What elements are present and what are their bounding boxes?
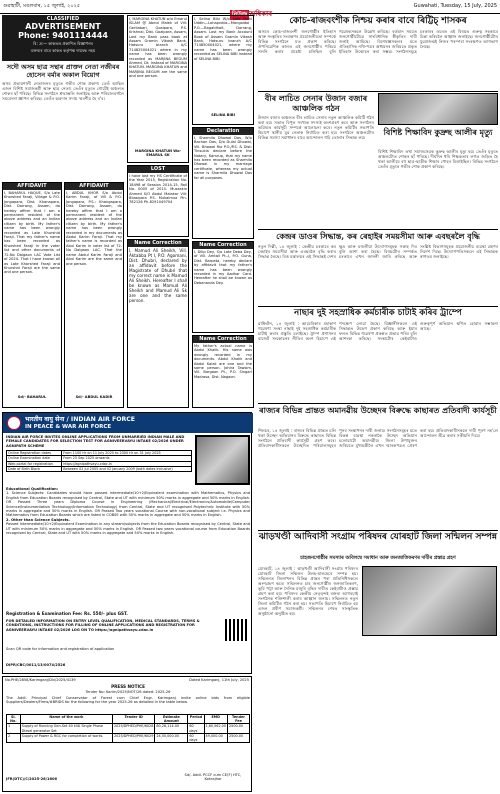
news-photo: [378, 93, 498, 125]
column-header: Tender Fee: [228, 715, 250, 724]
tender-body: The Addl. Principal Chief Conservator of Forest cum Chief Engr. Karimganj invite online bids from eligible Suppliers/Dealers/Firms/#BRIDS for the following for the year 2025-26 as detailed in the table below.: [6, 696, 250, 705]
airforce-photo: [195, 435, 250, 485]
logo-part2: অধিকাৰ: [249, 10, 273, 18]
notice-body: I, Sharmila Dhowal Das, W/o Bachan Das, D/o Dulal Dhowal, Vill. Bhowal Rio P.O./P.S. & Dist: Tinsukia declare before the Notary, Kamrup, that my name has been recorded as Sharmila Dhowal in my marriage certificate, whereas my actual name is Sharmila Dhowal Das for all purposes.: [194, 136, 252, 180]
obituary-body: অসম প্ৰভাৱশালী নেতাজনৰ মৃত্যুত গভীৰ শোক প্ৰকাশ। তেওঁ আছিল এজন বিশিষ্ট সমাজকৰ্মী আৰু ছাত্ৰ নেতা। তেওঁৰ মৃত্যুত গোটেই অঞ্চলত শোকৰ ছাঁ পৰিছে। বিভিন্ন সংগঠনে শ্ৰদ্ধাঞ্জলি জনাইছে আৰু পৰিয়ালবৰ্গলৈ সমবেদনা জ্ঞাপন কৰিছে। তেওঁৰ অৱদান সদায় স্মৰণীয় হৈ ৰ'ব।: [2, 81, 124, 101]
airforce-header: [3, 413, 253, 433]
airforce-schedule-table: [6, 450, 192, 472]
lost-bank-notice: [192, 15, 254, 125]
table-cell: Date of Birth Block: [7, 466, 62, 471]
name-correction-notice: [192, 241, 254, 333]
table-row: [7, 733, 250, 742]
news-article: ৱাশ্বিংটন, ১৪ জুলাই : আমেৰিকাৰ মহাকাশ গৱেষণা সংস্থা নাছাই দুই সহস্ৰাধিক কৰ্মচাৰীক চাটাই কৰাৰ প্ৰস্তুতি চলাইছে। ট্ৰাম্প প্ৰশাসনৰ বাজেট সংকোচনৰ নীতিৰ অংশ হিচাপে এই পদক্ষেপ লোৱা হৈছে। বিজ্ঞানীসকলে এই সিদ্ধান্তত উদ্বেগ প্ৰকাশ কৰিছে আৰু ইয়াৰ ফলত বিভিন্ন গৱেষণা প্ৰকল্পত প্ৰভাৱ পৰিব বুলি আশংকা কৰিছে। সংস্থাটোৰ কেইবাটাও গুৰুত্বপূৰ্ণ অভিযান স্থগিত হোৱাৰ সম্ভাৱনা আছে।: [258, 321, 498, 341]
affidavit-sign: Sd/- BAHARUL: [17, 395, 47, 399]
table-cell: Supply of Running Gen-Set 40 kVA Single Phase Diesel generator Set: [20, 724, 112, 733]
table-cell: 1: [7, 724, 21, 733]
divider: [258, 306, 498, 307]
tender-date: Dated Karimganj, 11th July, 2025: [189, 678, 249, 682]
dipr-code: DIPR/CBC/0011/13/0074/2526: [6, 663, 66, 667]
logo-part1: নিউজ: [231, 11, 248, 18]
affidavit-title: AFFIDAVIT: [3, 183, 61, 190]
column-header: Tender ID: [112, 715, 154, 724]
table-cell: Supply of Power & RGC for completion of works.: [20, 733, 112, 742]
notice-body: I, Dilip Dey, S/o Late Deba Dey, of Vill. Amtali Pt.-I, P.O. Guna, Dist. Barpeta, hereby declare by affidavit that my father's name has been wrongly recorded in my Aadhar Card. Hereafter he shall be known as Debananda Dey.: [194, 250, 252, 285]
notice-body: I, Mamud Ali Sheikh, Vill. Aktabba Pt I, P.O. Agomani, Dist. Dhubri, declared by an affidavit before the Magistrate of Dhubri that my correct name is Mamud Ali Sheikh. Hereafter I shall be known as Mamud Ali Sheikh and Mamud Ali Sk are one and the same person.: [129, 248, 187, 303]
table-header-row: [7, 715, 250, 724]
notice-body: My father's actual name is Abdul Khalik. His name was wrongly recorded in my documents. Abdul Khalik and Abdul Kalak are one and the same person. Johira Tawsim, Vill. Bargaon Pt., P.O. Singari Madrasa, Dist. Nagaon.: [194, 344, 252, 379]
news-article: নতুন দিল্লী, ১৪ জুলাই : কেন্দ্ৰীয় চৰকাৰে কৰ ৰেহাইৰ সময়সীমা আৰু এবছৰলৈ বৃদ্ধি কৰাৰ সিদ্ধান্ত লৈছে। বিত্ত মন্ত্ৰালয়ৰ এই সিদ্ধান্তই দেশৰ ক্ষুদ্ৰ আৰু মজলীয়া উদ্যোগসমূহক সকাহ দিব বুলি আশা কৰা হৈছে। বিষয়টোৰ সম্পৰ্কত চৰকাৰে এখন জাননী জাৰি কৰিছে আৰু সংশ্লিষ্ট বিভাগসমূহক প্ৰয়োজনীয় ব্যৱস্থা গ্ৰহণৰ নিৰ্দেশ দিছে। উদ্যোগপতিসকলে এই সিদ্ধান্তক স্বাগতম জনাইছে।: [258, 244, 498, 259]
notice-title: Declaration: [193, 128, 253, 135]
news-article: যোৰহাট, ১৪ জুলাই : ঝাড়খণ্ডী আদিবাসী সংগ্ৰাম পৰিষদৰ যোৰহাট জিলা সন্মিলন উলহ-মালহেৰে সম্পন্ন হয়। সন্মিলনত জিলাখনৰ বিভিন্ন প্ৰান্তৰ পৰা প্ৰতিনিধিসকলে অংশগ্ৰহণ কৰে। সন্মিলনত চাহ জনগোষ্ঠীৰ জনজাতিকৰণ, ভূমি পট্টা আৰু দৈনিক মজুৰি বৃদ্ধিৰ দাবীত কেইবাটাও প্ৰস্তাৱ গ্ৰহণ কৰা হয়। পৰিষদৰ কেন্দ্ৰীয় নেতৃবৃন্দই বক্তব্য আগবঢ়াই সংগঠনক শক্তিশালী কৰাৰ আহ্বান জনায়। সন্মিলনত নতুন জিলা কমিটিও গঠন কৰা হয়। সভাপতি হিচাপে নিৰ্বাচিত হয় এজন প্ৰবীণ সমাজকৰ্মী। সন্মিলনৰ শেষত সাংস্কৃতিক অনুষ্ঠানো অনুষ্ঠিত হয়।: [258, 566, 358, 616]
notice-title: Name Correction: [128, 240, 188, 247]
notice-title: Name Correction: [193, 242, 253, 249]
qr-instruction: Scan QR code for information and registration of application: [6, 647, 115, 651]
airforce-subtitle: IN PEACE & WAR AIR FORCE: [25, 424, 112, 430]
affidavit-sign: Sd/- ABDUL KADIR: [75, 395, 113, 399]
table-cell: Online Examination date: [7, 456, 62, 461]
qualification-body: 1. Science Subjects: Candidates should have passed Intermediate/10+2/Equivalent examination with Mathematics, Physics and English from Education Boards recognised by Central, State and UT with minimum 50% marks in aggregate and 50% marks in English. OR Passed Three years Diploma Course in Engineering (Mechanical/Electrical/Electronics/Automobile/Computer Science/Instrumentation Technology/Information Technology) from Central, State and UT recognised Polytechnic Institute with 50% marks in aggregate and 50% marks in English. OR Passed Two years vocational Course with non-vocational subject i.e. Physics and Mathematics from Education Boards which are listed in COBSE with 50% marks in aggregate and 50% marks in English.: [6, 491, 250, 518]
notice-body: I have lost my HS Certificate of the Year 2015, Registration No. 18498 of Session 2014-15, Roll No. 0005 of 2015. Muzzakin Ahmed S/O Abdul Malakar Vill: Bilasipara P.S. Mukalmua Pin-782126 Ph-8291049704: [129, 174, 187, 205]
affidavit-2: [64, 182, 124, 408]
table-cell: From 25 Sep 2025 onwards: [62, 456, 192, 461]
declaration-notice: [192, 127, 254, 239]
divider: [258, 403, 498, 404]
notice-sign: SELINA BIBI: [211, 113, 235, 117]
lost-certificate-notice: [127, 165, 189, 237]
news-headline: নাছাৰ দুই সহস্ৰাধিক কৰ্মচাৰীক চাটাই কৰিব ট্ৰাম্পে: [294, 308, 462, 318]
table-row: [7, 724, 250, 733]
tender-sub: Tender No: Karim/2025/NOT/26 dated: 2025-26: [85, 690, 171, 694]
column-header: Period: [188, 715, 204, 724]
airforce-image: [196, 436, 249, 484]
obituary-headline: সদৌ অসম ছাত্ৰ সন্থাৰ প্ৰাক্তন নেতা নজীবৰ হোসেন বৰ্মাৰ অকাল বিয়োগ: [6, 63, 120, 79]
classified-note-1: বি: দ্র:— কাকতত প্ৰকাশিত বিজ্ঞাপনৰ: [33, 41, 93, 46]
news-headline: বিশিষ্ট শিক্ষাবিদ কুদ্ৰুছ আলীৰ মৃত্যু: [383, 127, 493, 137]
name-correction-notice: [192, 335, 254, 408]
notice-title: Name Correction: [193, 336, 253, 343]
airforce-advertisement: [2, 412, 252, 674]
notice-title: LOST: [128, 166, 188, 173]
table-cell: Between 02 Jul 2005 and 02 January 2009 (both dates inclusive): [62, 466, 192, 471]
news-article: অসমৰ কোচ-ৰাজবংশী জনগোষ্ঠীৰ ইতিহাস আৰু সংস্কৃতিৰ সংৰক্ষণৰ প্ৰয়োজনীয়তা সম্পৰ্কে বিভিন্ন সংগঠনে মত প্ৰকাশ কৰিছে। ঔপনিৱেশিক কালত এই জনগোষ্ঠীৰ পৰিচয় সলনি কৰাৰ প্ৰচেষ্টা চলিছিল বুলি গৱেষকসকলে উল্লেখ কৰিছে। বৰ্তমান সময়ত জনগোষ্ঠীটোৱে সাংবিধানিক স্বীকৃতিৰ দাবী জনাই আহিছে। বিশেষজ্ঞসকলৰ মতে ঐতিহাসিক নথি-পত্ৰৰ অধ্যয়নৰ জৰিয়তে প্ৰকৃত ইতিহাস উন্মোচন কৰা সম্ভৱ। সংগঠনসমূহে চৰকাৰৰ ওচৰত এই বিষয়ত গুৰুত্ব সহকাৰে চিন্তা কৰিবলৈ আহ্বান জনাইছে। জনগোষ্ঠীটোৰ যুৱপ্ৰজন্মই নিজৰ পৰম্পৰা সংৰক্ষণত আগভাগ লৈছে।: [258, 29, 498, 54]
tender-footer-left: JFR(DTC)/C/2025-26/1606: [6, 777, 57, 781]
table-row: [7, 466, 192, 471]
divider: [258, 91, 498, 92]
table-cell: 2500.00: [228, 733, 250, 742]
masthead: [0, 0, 500, 18]
divider: [258, 530, 498, 531]
tender-footer-right: Sd/- Addl. PCCF cum CE(F) HTC, Kokrajhar: [184, 773, 242, 782]
classified-phone: Phone: 9401114444: [18, 31, 108, 40]
affidavit-title: AFFIDAVIT: [65, 183, 123, 190]
airforce-title: भारतीय वायु सेना / INDIAN AIR FORCE: [25, 416, 135, 423]
affidavit-body: I, BAHARUL HAQUE, S/o Late Khorshed Faraji, Village & P.O. Jongapara, Dist. Khanapara, Dist. Darrang, Assam, do hereby affirm that I am a permanent resident of the above address and an Indian citizen by birth. My father's name has been wrongly recorded as Late Khurshid Faraji. That my father's name has been recorded as Khorshed Faraji in the voter list and other documents of 72-No Dalgaon LAC Vote List of 2024. That I have known all as Late Khorshed Faraji and Khurshid Faraji are the same and one person.: [4, 191, 60, 275]
table-cell: 1,60,562.00: [204, 724, 228, 733]
news-headline: ৰাজ্যৰ বিভিন্ন প্ৰান্তত অমানৱীয় উচ্ছেদৰ বিৰুদ্ধে কাছাৰত প্ৰতিবাদী কাৰ্যসূচী: [259, 405, 497, 415]
classified-note-2: বক্তব্যৰ বাবে কাকত কৰ্তৃপক্ষ দায়বদ্ধ নহয়: [30, 48, 96, 53]
other-subjects-title: 2. Other than Science Subjects.: [6, 517, 70, 522]
table-cell: 60 days: [188, 733, 204, 742]
classified-label: CLASSIFIED: [46, 16, 80, 22]
classified-banner: [2, 15, 124, 61]
date-left: গুৱাহাটী, মঙলবাৰ, ১৫ জুলাই, ২০২৫: [3, 3, 81, 9]
column-header: EMD: [204, 715, 228, 724]
divider: [258, 229, 498, 230]
news-headline: ঝাড়খণ্ডী আদিবাসী সংগ্ৰাম পৰিষদৰ যোৰহাট জিলা সন্মিলন সম্পন্ন: [258, 532, 498, 542]
news-headline: কেন্দ্ৰৰ ডাওৰ সিদ্ধান্ত, কৰ ৰেহাইৰ সময়সীমা আৰু এবছৰলৈ বৃদ্ধি: [276, 231, 480, 241]
name-correction-notice: [127, 239, 189, 408]
tender-notice: [2, 676, 252, 792]
news-article: উজান বজাৰ অঞ্চলত বীৰ লাচিত সেনাৰ নতুন আঞ্চলিক কমিটি গঠন কৰা হয়। সভাত বিপুল সংখ্যক সদস্যই অংশগ্ৰহণ কৰে আৰু সংগঠনৰ ভৱিষ্যত কাৰ্যসূচী সম্পৰ্কে আলোচনা কৰে। নতুন কমিটিৰ সভাপতি হিচাপে স্থানীয় যুৱ নেতাক নিৰ্বাচিত কৰা হয়। সংগঠনে অঞ্চলটোৰ বিভিন্ন সমস্যা সমাধানৰ বাবে আন্দোলন গঢ়ি তোলাৰ সিদ্ধান্ত লয়।: [258, 115, 374, 140]
table-cell: Online Registration dates: [7, 451, 62, 456]
table-cell: 24,50,000.00: [155, 733, 188, 742]
news-subheadline: চাহজনগোষ্ঠীৰ সমস্যাৰ অবিলম্বে সমাধান আৰু জনজাতিকৰণৰ দাবীৰ প্ৰস্তাৱ গ্ৰহণ: [300, 556, 456, 561]
table-cell: 80,28,114.00: [155, 724, 188, 733]
newspaper-logo: [215, 1, 287, 18]
tender-title: PRESS NOTICE: [111, 684, 145, 689]
notice-body: I, MARGINA KHATUN w/o Emarul ISLAM @ Abdul Malek of Vill: Gerilabari, Goalpara, P.S. Krishnai, Dist. Goalpara, Assam, Lost my Bank pass book at Assam Gramin Vikash Bank, Hatsuru branch A/C 714825004021 where in my name has been wrongly recorded as MARJINA BEGUM Ahmed, Dt. Instead of MARGINA KHATUN. MARGINA KHATUN and MARJINA BEGUM are the same and one person.: [129, 17, 187, 79]
news-headline: কোচ-ৰাজবংশীক নিশ্চয় কৰাৰ বাবে ৰিট্টিচ্ শাসকৰ: [289, 16, 467, 26]
airforce-intro: INDIAN AIR FORCE INVITES ONLINE APPLICATIONS FROM UNMARRIED INDIAN MALE AND FEMALE CANDIDATES FOR SELECTION TEST FOR AGNIVEERVAYU INTAKE 02/2026 UNDER AGNIPATH SCHEME: [6, 435, 185, 448]
affidavit-1: [2, 182, 62, 408]
news-article: শিলচৰ, ১৪ জুলাই : ৰাজ্যৰ বিভিন্ন প্ৰান্তত চলি থকা উচ্ছেদ অভিযানৰ বিৰুদ্ধে কাছাৰত বিভিন্ন সংগঠনে প্ৰতিবাদী কাৰ্যসূচী গ্ৰহণ কৰে। প্ৰতিবাদকাৰীসকলে উচ্ছেদিত পৰিয়ালসমূহৰ পুনৰ সংস্থাপনৰ দাবী জনায়। সংগঠনসমূহৰ মতে বিকল্প ব্যৱস্থা নকৰাকৈ উচ্ছেদ অভিযান চলোৱাটো অমানৱীয়। জিলা উপায়ুক্তৰ জৰিয়তে মুখ্যমন্ত্ৰীলৈ এখন স্মাৰকপত্ৰও প্ৰেৰণ কৰা হয়। প্ৰতিবাদকাৰীসকলে দাবী পূৰণ নহ'লে আন্দোলন তীব্ৰ কৰাৰ সকীয়নি দিয়ে।: [258, 428, 498, 448]
table-cell: 2025/DPHED/PHE/6029: [112, 733, 154, 742]
table-cell: 60 days: [188, 724, 204, 733]
table-cell: 2500.00: [228, 724, 250, 733]
notice-sign: MARGINA KHATUN Wo-EMARUL SK: [134, 149, 182, 158]
qualification-title: Educational Qualification:: [6, 487, 59, 491]
table-cell: From 1100 Hr on 11 July 2025 to 2300 Hr on 31 July 2025: [62, 451, 192, 456]
detail-info: FOR DETAILED INFORMATION ON ENTRY LEVEL QUALIFICATION, MEDICAL STANDARDS, TERMS & CONDITIONS, INSTRUCTIONS FOR FILLING OF ONLINE APPLICATIONS AND REGISTRATION FOR AGNIVEERVAYU INTAKE 02/2026 LOG ON TO https://agnipathvayu.cdac.in: [6, 619, 200, 632]
table-cell: 2025/DPHED/PHE/6028: [112, 724, 154, 733]
table-cell: https://agnipathvayu.cdac.in: [62, 461, 192, 466]
qr-code-icon: [225, 619, 247, 641]
affidavit-body: I, ABDUL KHOR S/o Abdul Karim Faraji, of Vill & P.O. Jongapara, P.S.: Khangapara, Dist. Darrang, Assam, do hereby affirm that I am a permanent resident of the above address and an Indian citizen by birth. My father's name has been wrongly recorded in my documents as Abdul Karim Faraji. That my father's name is recorded as Abul Karim in voter list of 72-No Dalgaon LAC. That the name Abdul Karim Faraji and Abul Karim are the same and one person.: [66, 191, 122, 266]
table-cell: 49,000.00: [204, 733, 228, 742]
lost-notice-1: [127, 15, 189, 163]
airforce-emblem-icon: [7, 416, 21, 430]
classified-title: ADVERTISEMENT: [25, 22, 101, 31]
notice-body: I, Selina Bibi W/o Late Mahi Uddin—Lohaprotia—Mangoldoi P.O.—Bagaldhalt, Darrang, Assam. Lost my Bank Account Book of Assam Gramin Vikash Bank, Hatsuru branch A/C 714850004021, where my name has been wrongly recorded as SELINA BIBI instead of SELINA BIBI.: [194, 17, 252, 61]
date-right: Guwahati, Tuesday, 15 July, 2025: [413, 3, 497, 9]
news-photo: [362, 566, 497, 636]
tender-table: [6, 714, 250, 743]
other-subjects-body: Passed Intermediate/10+2/Equivalent Examination in any stream/subjects from the Education Boards recognised by Central, State and UT with minimum 50% marks in aggregate and 50% marks in English. OR Passed two years vocational course from Education Boards recognised by Central, State and UT with 50% marks in aggregate and 50% marks in English.: [6, 522, 250, 536]
news-article: বিশিষ্ট শিক্ষাবিদ তথা সমাজসেৱক কুদ্ৰুছ আলীৰ মৃত্যু হয়। তেওঁৰ মৃত্যুত অঞ্চলটোত শোকৰ ছাঁ পৰিছে। দীৰ্ঘদিন ধৰি শিক্ষকতাৰ লগত জড়িত হৈ থকা আলীয়ে বহু ছাত্ৰ-ছাত্ৰীক শিক্ষাৰ পোহৰ বিলাইছিল। বিভিন্ন সংগঠনে তেওঁৰ মৃত্যুত গভীৰ শোক প্ৰকাশ কৰিছে।: [378, 149, 498, 169]
column-header: Estimate Amount: [155, 715, 188, 724]
news-headline: বীৰ লাচিত সেনাৰ উজান বজাৰ আঞ্চলিক গঠন: [264, 93, 368, 113]
table-cell: Web portal for registration: [7, 461, 62, 466]
column-header: Name of the work: [20, 715, 112, 724]
table-cell: 2: [7, 733, 21, 742]
tender-ref: No.PHE/2858/Karimganj/Div/2025/4139: [5, 678, 76, 682]
column-header: Sl. No.: [7, 715, 21, 724]
registration-fee: Registration & Examination Fee: Rs. 550/- plus GST.: [6, 611, 128, 616]
